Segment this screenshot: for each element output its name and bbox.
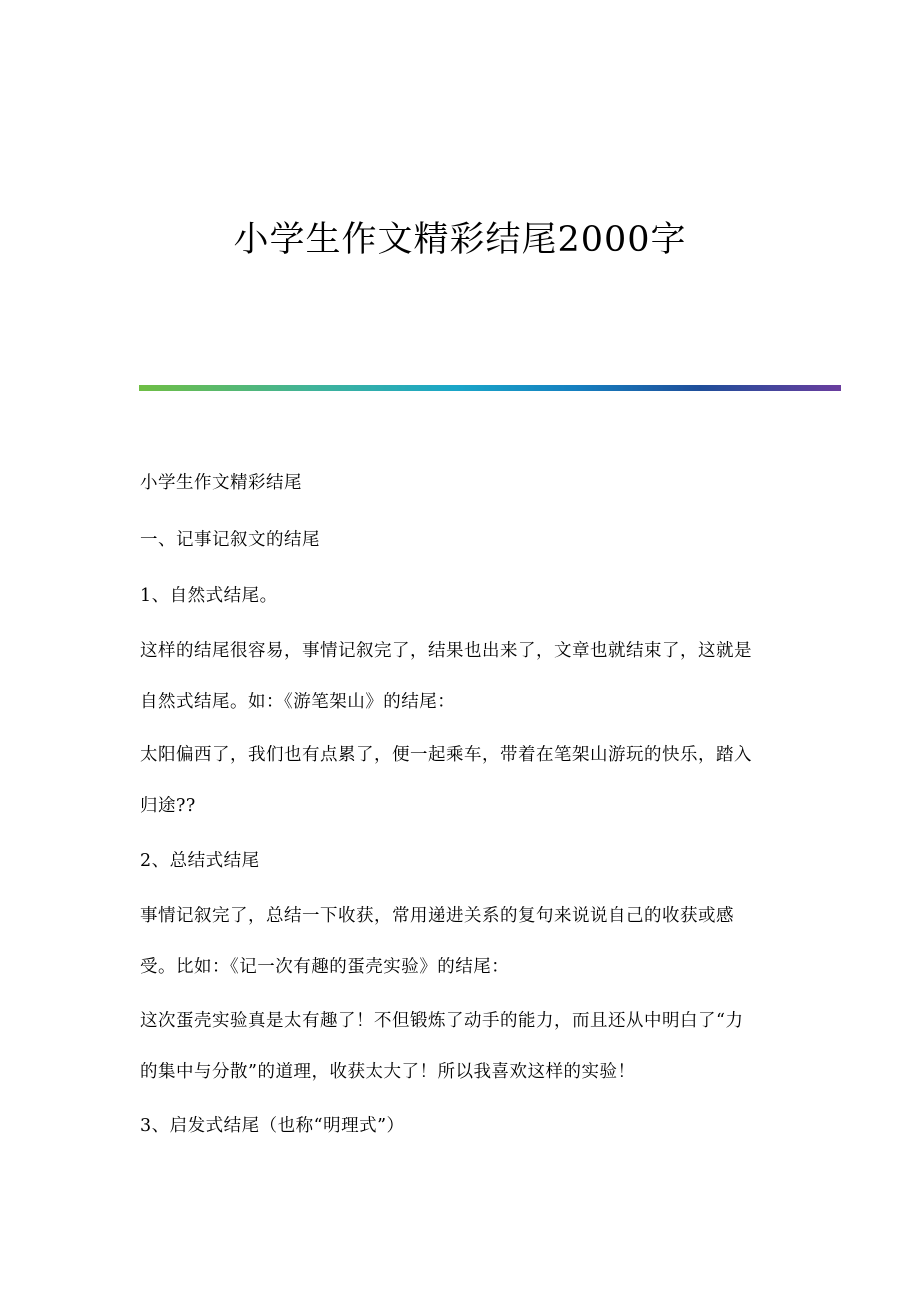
item-heading: 3、启发式结尾（也称“明理式”） — [140, 1116, 405, 1136]
document-title: 小学生作文精彩结尾2000字 — [233, 220, 687, 260]
paragraph-line: 归途?? — [140, 796, 196, 816]
title-divider — [139, 385, 841, 391]
paragraph-line: 这次蛋壳实验真是太有趣了！不但锻炼了动手的能力，而且还从中明白了“力 — [140, 1011, 744, 1031]
item-heading: 1、自然式结尾。 — [140, 586, 278, 606]
paragraph-line: 太阳偏西了，我们也有点累了，便一起乘车，带着在笔架山游玩的快乐，踏入 — [140, 745, 752, 765]
paragraph-line: 事情记叙完了，总结一下收获，常用递进关系的复句来说说自己的收获或感 — [140, 906, 734, 926]
subsection-heading: 一、记事记叙文的结尾 — [140, 530, 320, 550]
paragraph-line: 这样的结尾很容易，事情记叙完了，结果也出来了，文章也就结束了，这就是 — [140, 641, 752, 661]
item-heading: 2、总结式结尾 — [140, 851, 260, 871]
paragraph-line: 自然式结尾。如：《游笔架山》的结尾： — [140, 692, 456, 712]
section-heading: 小学生作文精彩结尾 — [140, 473, 302, 493]
paragraph-line: 受。比如：《记一次有趣的蛋壳实验》的结尾： — [140, 957, 510, 977]
paragraph-line: 的集中与分散”的道理，收获太大了！所以我喜欢这样的实验！ — [140, 1062, 636, 1082]
